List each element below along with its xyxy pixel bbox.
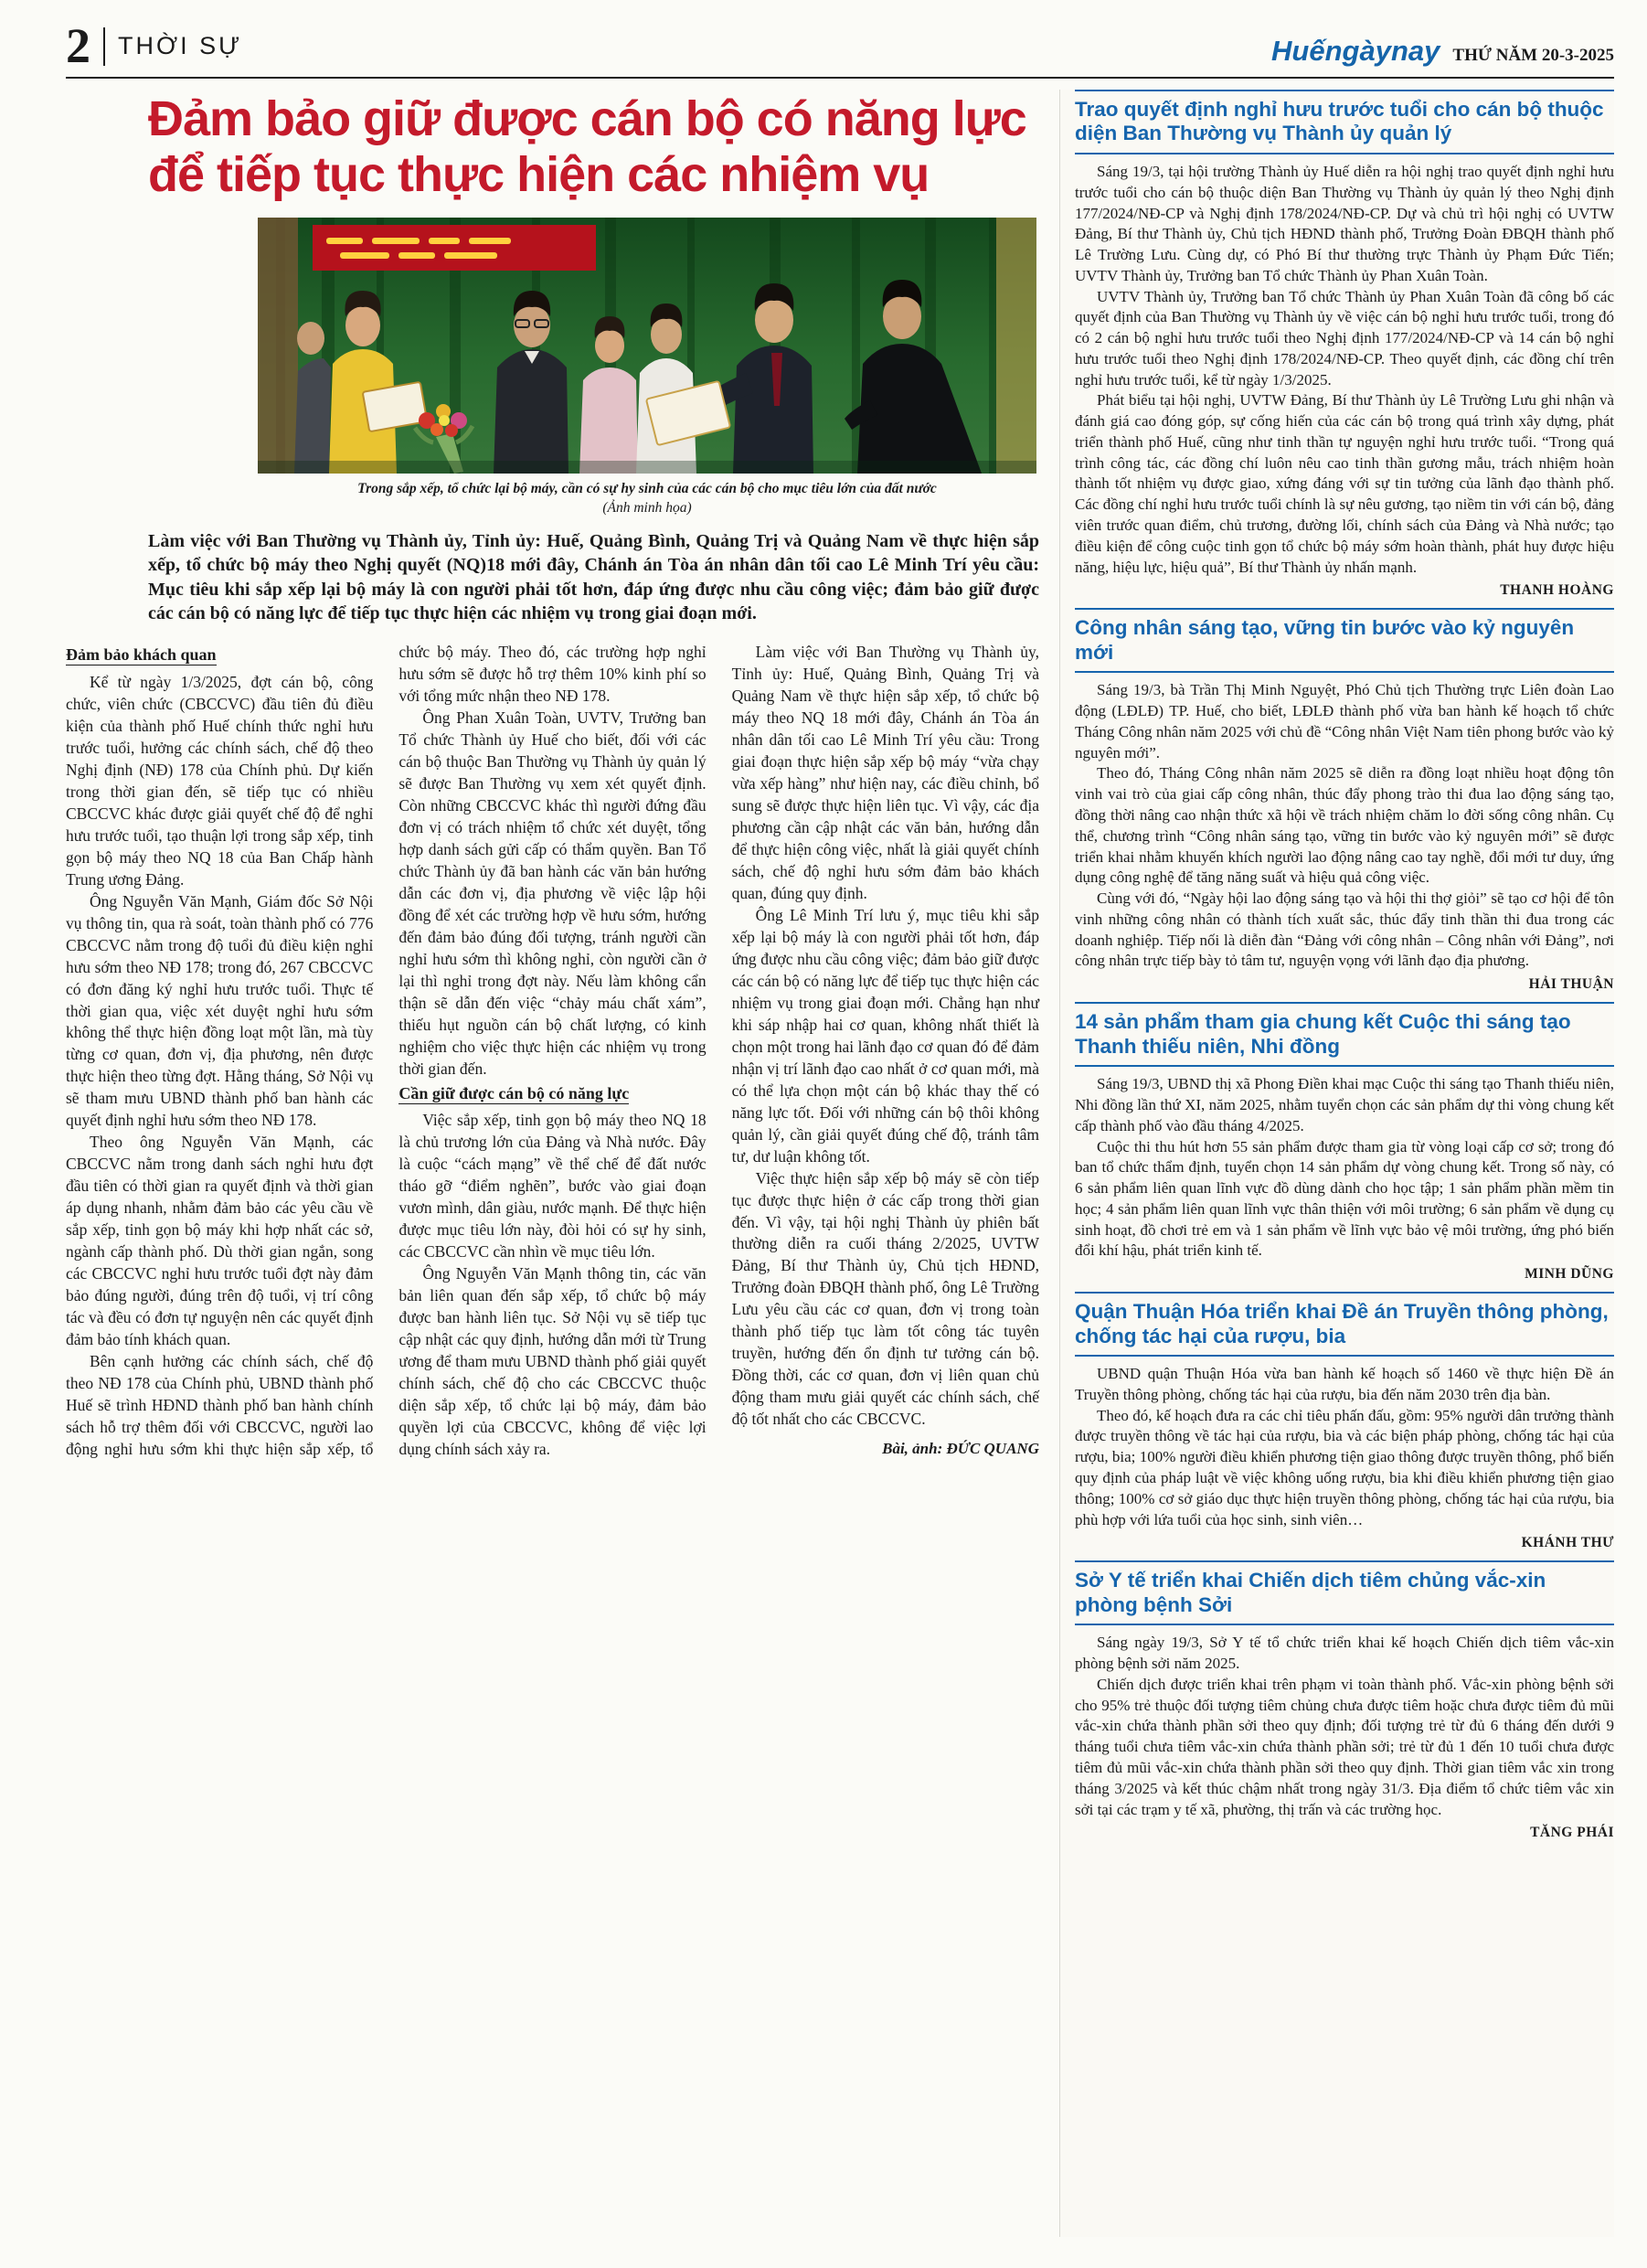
- article-photo: [258, 218, 1036, 518]
- byline: TĂNG PHÁI: [1530, 1825, 1614, 1841]
- paragraph: Theo đó, Tháng Công nhân năm 2025 sẽ diễn ra đồng loạt nhiều hoạt động tôn vinh vai trò của giai cấp công nhân, thúc đẩy phong trào thi đua lao động sáng tạo, đồng thời nâng cao nhận thức xã hội về trách nhiệm chăm lo đời sống công nhân. Cụ thể, chương trình “Công nhân sáng tạo, vững tin bước vào kỷ nguyên mới” sẽ được triển khai nhằm khuyến khích người lao động nâng cao tay nghề, đổi mới tư duy, ứng dụng công nghệ để tăng năng suất và hiệu quả công việc.: [1075, 764, 1614, 887]
- brief-article-3: [1075, 1002, 1614, 1283]
- brief-article-2: [1075, 608, 1614, 993]
- paragraph: Theo đó, kế hoạch đưa ra các chỉ tiêu phấn đấu, gồm: 95% người dân trưởng thành được truyền thông về tác hại của rượu, bia và các biện pháp phòng, chống tác hại của rượu, bia; 100% người điều khiển phương tiện giao thông được truyền thông, phổ biến quy định của pháp luật về việc không uống rượu, bia khi điều khiển phương tiện giao thông; 100% cơ sở giáo dục thực hiện truyền thông phòng, chống tác hại của rượu, bia phù hợp với lứa tuổi của học sinh, sinh viên…: [1075, 1406, 1614, 1528]
- caption-credit: (Ảnh minh họa): [602, 499, 692, 516]
- article-body: [66, 642, 1039, 2237]
- briefs-column: [1059, 90, 1614, 2237]
- masthead: [66, 18, 1614, 77]
- page-content: [66, 90, 1614, 2237]
- paragraph: Sáng 19/3, tại hội trường Thành ủy Huế diễn ra hội nghị trao quyết định nghỉ hưu trước tuổi cho cán bộ thuộc diện Ban Thường vụ Thành ủy quản lý theo Nghị định 177/2024/NĐ-CP và Nghị định 178/2024/NĐ-CP. Dự và chủ trì hội nghị có UVTW Đảng, Bí thư Thành ủy, Chủ tịch HĐND thành phố, Trưởng Đoàn ĐBQH thành phố Lê Trường Lưu. Cùng dự, có Phó Bí thư thường trực Thành ủy Phạm Đức Tiến; UVTV Thành ủy, Trưởng ban Tổ chức Thành ủy Phan Xuân Toàn.: [1075, 162, 1614, 284]
- article-byline: Bài, ảnh: ĐỨC QUANG: [882, 1440, 1039, 1458]
- brief-headline: Trao quyết định nghỉ hưu trước tuổi cho cán bộ thuộc diện Ban Thường vụ Thành ủy quản lý: [1075, 90, 1614, 154]
- newspaper-brand: Huếngàynay: [1271, 34, 1440, 67]
- brief-article-1: [1075, 90, 1614, 599]
- paragraph: Ông Lê Minh Trí lưu ý, mục tiêu khi sắp xếp lại bộ máy là con người phải tốt hơn, đáp ứng được nhu cầu công việc; đảm bảo giữ được các cán bộ có năng lực để tiếp tục thực hiện các nhiệm vụ trong giai đoạn mới. Chẳng hạn như khi sáp nhập hai cơ quan, không nhất thiết là chọn một trong hai lãnh đạo cơ quan đó để đảm nhận vị trí lãnh đạo cao nhất ở cơ quan mới, mà có thể lựa chọn một cán bộ khác thay thế có năng lực tốt. Đối với những cán bộ thôi không quản lý, cần giải quyết đúng chế độ, tránh tâm tư, dư luận không tốt.: [731, 905, 1039, 1166]
- paragraph: Ông Phan Xuân Toàn, UVTV, Trưởng ban Tổ chức Thành ủy Huế cho biết, đối với các cán bộ thuộc Ban Thường vụ Thành ủy quản lý sẽ được Ban Thường vụ xem xét quyết định. Còn những CBCCVC khác thì người đứng đầu đơn vị có trách nhiệm tổ chức xét duyệt, tổng hợp danh sách gửi cấp có thẩm quyền. Ban Tổ chức Thành ủy đã ban hành các văn bản hướng dẫn các đơn vị, địa phương về việc lập hội đồng để xét các trường hợp về hưu sớm, hướng đến đảm bảo đúng đối tượng, tránh người cần nghỉ hưu sớm thì không nghỉ, còn người cần ở lại thì nghỉ trong đợt này. Nếu làm không cẩn thận sẽ dẫn đến việc “chảy máu chất xám”, thiếu hụt nguồn cán bộ chất lượng, có kinh nghiệm cho việc thực hiện các nhiệm vụ trong thời gian đến.: [398, 708, 707, 1078]
- brief-headline: Sở Y tế triển khai Chiến dịch tiêm chủng vắc-xin phòng bệnh Sởi: [1075, 1560, 1614, 1625]
- paragraph: Cùng với đó, “Ngày hội lao động sáng tạo và hội thi thợ giỏi” sẽ tạo cơ hội để tôn vinh những công nhân có thành tích xuất sắc, thúc đẩy tinh thần thi đua trong các doanh nghiệp. Tiếp nối là diễn đàn “Đảng với công nhân – Công nhân với Đảng”, nơi công nhân trực tiếp bày tỏ tâm tư, nguyện vọng với lãnh đạo địa phương.: [1075, 889, 1614, 970]
- paragraph: Sáng ngày 19/3, Sở Y tế tổ chức triển khai kế hoạch Chiến dịch tiêm vắc-xin phòng bệnh sởi năm 2025.: [1075, 1634, 1614, 1673]
- masthead-divider: [103, 27, 105, 66]
- byline: MINH DŨNG: [1525, 1266, 1614, 1283]
- brief-headline: Công nhân sáng tạo, vững tin bước vào kỷ nguyên mới: [1075, 608, 1614, 673]
- subhead-1-text: Đảm bảo khách quan: [66, 645, 217, 665]
- paragraph: UBND quận Thuận Hóa vừa ban hành kế hoạch số 1460 về thực hiện Đề án Truyền thông phòng, chống tác hại của rượu, bia đến năm 2030 trên địa bàn.: [1075, 1365, 1614, 1403]
- paragraph: Bên cạnh hưởng các chính sách, chế độ theo NĐ 178 của Chính phủ, UBND thành phố Huế sẽ trình HĐND thành phố ban hành chính sách hỗ trợ thêm đối với CBCCVC, người lao động nghỉ hưu sớm khi thực hiện sắp xếp, tổ chức bộ máy. Theo đó, các trường hợp nghỉ hưu sớm sẽ được hỗ trợ thêm 10% kinh phí so với tổng mức nhận theo NĐ 178.: [66, 643, 707, 1458]
- byline: KHÁNH THƯ: [1521, 1535, 1614, 1551]
- paragraph: Làm việc với Ban Thường vụ Thành ủy, Tỉnh ủy: Huế, Quảng Bình, Quảng Trị và Quảng Nam về thực hiện sắp xếp, tổ chức bộ máy theo NQ 18 mới đây, Chánh án Tòa án nhân dân tối cao Lê Minh Trí yêu cầu: Trong giai đoạn thực hiện sắp xếp bộ máy “vừa chạy vừa xếp hàng” như hiện nay, các điều chỉnh, bổ sung sẽ được thực hiện liên tục. Vì vậy, các địa phương cần cập nhật các văn bản, hướng dẫn để thực hiện công việc, nhất là giải quyết chính sách, chế độ nghỉ hưu sớm đảm bảo khách quan, đúng quy định.: [731, 643, 1039, 902]
- paragraph: Kể từ ngày 1/3/2025, đợt cán bộ, công chức, viên chức (CBCCVC) đầu tiên đủ điều kiện của thành phố Huế chính thức nghỉ hưu trước tuổi, hưởng các chính sách, chế độ theo Nghị định (NĐ) 178 của Chính phủ. Dự kiến trong thời gian đến, sẽ tiếp tục có nhiều CBCCVC khác được giải quyết chế độ để nghỉ hưu trước tuổi, tạo thuận lợi trong sắp xếp, tinh gọn bộ máy theo NQ 18 của Ban Chấp hành Trung ương Đảng.: [66, 672, 374, 889]
- issue-date: THỨ NĂM 20-3-2025: [1452, 45, 1614, 65]
- subhead-2-text: Cần giữ được cán bộ có năng lực: [398, 1083, 630, 1102]
- brief-headline: 14 sản phẩm tham gia chung kết Cuộc thi sáng tạo Thanh thiếu niên, Nhi đồng: [1075, 1002, 1614, 1067]
- caption-text: Trong sắp xếp, tổ chức lại bộ máy, cần có sự hy sinh của các cán bộ cho mục tiêu lớn của đất nước: [357, 480, 937, 496]
- subhead-1: [66, 644, 373, 666]
- byline: HẢI THUẬN: [1528, 976, 1614, 993]
- section-name: THỜI SỰ: [118, 32, 243, 60]
- masthead-right: [1271, 35, 1614, 68]
- paragraph: Cuộc thi thu hút hơn 55 sản phẩm được tham gia từ vòng loại cấp cơ sở; trong đó ban tổ chức thẩm định, tuyển chọn 14 sản phẩm dự vòng chung kết. Trong số này, có 6 sản phẩm liên quan lĩnh vực đồ dùng dành cho học tập; 1 sản phẩm phần mềm tin học; 4 sản phẩm liên quan lĩnh vực thân thiện với môi trường; 6 sản phẩm về dụng cụ sinh hoạt, đồ chơi trẻ em và 1 sản phẩm về lĩnh vực bảo vệ môi trường, ứng phó biến đổi khí hậu, phát triển kinh tế.: [1075, 1137, 1614, 1260]
- paragraph: Chiến dịch được triển khai trên phạm vi toàn thành phố. Vắc-xin phòng bệnh sởi cho 95% trẻ thuộc đối tượng tiêm chủng chưa được tiêm hoặc chưa được tiêm đủ mũi vắc-xin chứa thành phần sởi theo quy định; đối tượng trẻ từ đủ 6 tháng đến dưới 9 tháng tuổi chưa tiêm vắc-xin chứa thành phần sởi; trẻ từ đủ 1 đến 10 tuổi chưa được tiêm đủ mũi vắc-xin chứa thành phần sởi theo quy định. Thời gian tiêm vắc xin trong tháng 3/2025 và kết thúc chậm nhất trong ngày 31/3. Địa điểm tổ chức tiêm vắc xin sởi tại các trạm y tế xã, phường, thị trấn và các trường học.: [1075, 1675, 1614, 1818]
- brief-article-4: [1075, 1292, 1614, 1551]
- paragraph: UVTV Thành ủy, Trưởng ban Tổ chức Thành ủy Phan Xuân Toàn đã công bố các quyết định của Ban Thường vụ Thành ủy về việc cán bộ nghỉ hưu trước tuổi, trong đó có 2 cán bộ nghỉ hưu trước tuổi theo Nghị định 177/2024/NĐ-CP và 14 cán bộ nghỉ hưu trước tuổi theo Nghị định 178/2024/NĐ-CP. Theo quyết định, các đồng chí trên nghỉ hưu trước tuổi, kể từ ngày 1/3/2025.: [1075, 287, 1614, 389]
- paragraph: Theo ông Nguyễn Văn Mạnh, các CBCCVC nằm trong danh sách nghỉ hưu đợt đầu tiên có thời gian ra quyết định và thời gian áp dụng nhanh, nhằm đảm bảo các yêu cầu về sắp xếp, tinh gọn bộ máy khi hợp nhất các sở, ngành cấp thành phố. Dù thời gian ngắn, song các CBCCVC nghỉ hưu trước tuổi đợt này đảm bảo đúng người, đúng trên độ tuổi, vị trí công tác và đều có đơn tự nguyện nên các quyết định đảm bảo tính khách quan.: [66, 1133, 374, 1349]
- paragraph: Việc thực hiện sắp xếp bộ máy sẽ còn tiếp tục được thực hiện ở các cấp trong thời gian đến. Vì vậy, tại hội nghị Thành ủy phiên bất thường diễn ra cuối tháng 2/2025, UVTW Đảng, Bí thư Thành ủy, Chủ tịch HĐND, Trưởng đoàn ĐBQH thành phố, ông Lê Trường Lưu yêu cầu các cơ quan, đơn vị trong toàn thành phố tiếp tục làm tốt công tác tuyên truyền, hướng đến ổn định tư tưởng cán bộ. Đồng thời, các cơ quan, đơn vị liên quan chủ động tham mưu giải quyết các chính sách, chế độ tốt nhất cho các CBCCVC.: [731, 1168, 1039, 1429]
- main-article: [66, 90, 1039, 2237]
- paragraph: Phát biểu tại hội nghị, UVTW Đảng, Bí thư Thành ủy Lê Trường Lưu ghi nhận và đánh giá cao đóng góp, sự cống hiến của các cán bộ trong quá trình xây dựng, phát triển thành phố Huế, cũng như tinh thần tự nguyện nghỉ hưu trước tuổi. “Trong quá trình công tác, các đồng chí luôn nêu cao tinh thần gương mẫu, trách nhiệm hoàn thành tốt nhiệm vụ được giao, xứng đáng với sự tin tưởng của lãnh đạo thành phố. Các đồng chí nghỉ hưu trước tuổi chính là sự nêu gương, tạo niềm tin với cán bộ, đảng viên trước quan điểm, chủ trương, đường lối, chính sách của Đảng và Nhà nước; tạo điều kiện để công cuộc tinh gọn tổ chức bộ máy sớm hoàn thành, phát huy được hiệu năng, hiệu lực, hiệu quả”, Bí thư Thành ủy nhấn mạnh.: [1075, 391, 1614, 576]
- brief-headline: Quận Thuận Hóa triển khai Đề án Truyền thông phòng, chống tác hại của rượu, bia: [1075, 1292, 1614, 1357]
- paragraph: Sáng 19/3, UBND thị xã Phong Điền khai mạc Cuộc thi sáng tạo Thanh thiếu niên, Nhi đồng lần thứ XI, năm 2025, nhằm tuyển chọn các sản phẩm dự thi vòng chung kết cấp thành phố vào đầu tháng 4/2025.: [1075, 1075, 1614, 1134]
- paragraph: Ông Nguyễn Văn Mạnh, Giám đốc Sở Nội vụ thông tin, qua rà soát, toàn thành phố có 776 CBCCVC nằm trong độ tuổi đủ điều kiện nghỉ hưu sớm theo NĐ 178; trong đó, 267 CBCCVC có đơn đăng ký nghỉ hưu trước tuổi. Thực tế thời gian qua, việc xét duyệt nghỉ hưu sớm không thể thực hiện đồng loạt một lần, mà tùy từng cơ quan, đơn vị, địa phương, nên được thực hiện theo từng đợt. Hằng tháng, Sở Nội vụ sẽ tham mưu UBND thành phố ban hành các quyết định nghỉ hưu sớm theo NĐ 178.: [66, 891, 374, 1130]
- lead-paragraph: Làm việc với Ban Thường vụ Thành ủy, Tỉnh ủy: Huế, Quảng Bình, Quảng Trị và Quảng Nam về thực hiện sắp xếp, tổ chức bộ máy theo Nghị quyết (NQ)18 mới đây, Chánh án Tòa án nhân dân tối cao Lê Minh Trí yêu cầu: Mục tiêu khi sắp xếp lại bộ máy là con người phải tốt hơn, đáp ứng được nhu cầu công việc; đảm bảo giữ được các cán bộ có năng lực để tiếp tục thực hiện các nhiệm vụ trong giai đoạn mới.: [148, 530, 1039, 623]
- masthead-rule: [66, 77, 1614, 79]
- brief-article-5: [1075, 1560, 1614, 1841]
- photo-illustration: [258, 218, 1036, 474]
- masthead-left: [66, 18, 243, 73]
- paragraph: Sáng 19/3, bà Trần Thị Minh Nguyệt, Phó Chủ tịch Thường trực Liên đoàn Lao động (LĐLĐ) TP. Huế, cho biết, LĐLĐ thành phố vừa ban hành kế hoạch tổ chức Tháng Công nhân năm 2025 với chủ đề “Công nhân Việt Nam tiên phong bước vào kỷ nguyên mới”.: [1075, 681, 1614, 761]
- main-headline: Đảm bảo giữ được cán bộ có năng lực để tiếp tục thực hiện các nhiệm vụ: [148, 91, 1026, 202]
- subhead-2: [398, 1082, 706, 1105]
- page-number: 2: [66, 18, 90, 73]
- paragraph: Việc sắp xếp, tinh gọn bộ máy theo NQ 18 là chủ trương lớn của Đảng và Nhà nước. Đây là cuộc “cách mạng” về thể chế để đất nước tháo gỡ “điểm nghẽn”, bước vào giai đoạn vươn mình, dân giàu, nước mạnh. Để thực hiện được mục tiêu lớn này, đòi hỏi có sự hy sinh, các CBCCVC cần nhìn về mục tiêu lớn.: [398, 1111, 707, 1262]
- byline: THANH HOÀNG: [1500, 582, 1614, 599]
- paragraph: Ông Nguyễn Văn Mạnh thông tin, các văn bản liên quan đến sắp xếp, tổ chức bộ máy được ban hành liên tục. Sở Nội vụ sẽ tiếp tục cập nhật các quy định, hướng dẫn mới từ Trung ương để tham mưu UBND thành phố giải quyết chính sách, chế độ cho các CBCCVC thuộc diện sắp xếp, tổ chức lại bộ máy, đảm bảo quyền lợi của CBCCVC, không để việc lợi dụng chính sách xảy ra.: [398, 1264, 707, 1458]
- photo-caption: [258, 474, 1036, 518]
